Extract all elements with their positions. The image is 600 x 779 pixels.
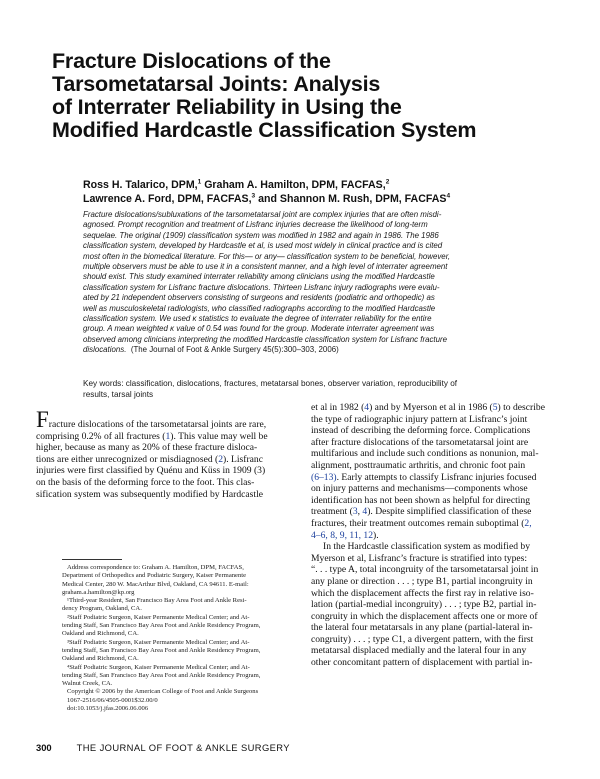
abstract-line: multiple observers must be able to use it in a consistent manner, and a high level of interrater agreement [83, 262, 448, 272]
footnote-divider [62, 559, 122, 560]
footnote-email[interactable]: graham.a.hamilton@kp.org [62, 588, 135, 596]
abstract-line: most often in the biomedical literature. For this— or any— classification system to be beneficial, however, [83, 251, 451, 261]
footnote-line: Oakland and Richmond, CA. [62, 655, 139, 663]
body-line: any plane or direction . . . ; type B1, partial incongruity in [311, 575, 533, 587]
reference-link[interactable]: 4 [362, 506, 368, 518]
keywords-line: Key words: classification, dislocations, fractures, metatarsal bones, observer variation, reproducibility of [83, 379, 458, 388]
footnote-line: dency Program, Oakland, CA. [62, 605, 142, 613]
keywords [83, 379, 563, 400]
body-text: ). Lisfranc [223, 453, 263, 465]
journal-name: THE JOURNAL OF FOOT & ANKLE SURGERY [76, 742, 290, 753]
abstract-line: dislocations. [83, 345, 127, 355]
body-line [311, 402, 573, 414]
reference-link[interactable]: 1 [165, 430, 171, 442]
body-text: racture dislocations of the tarsometatarsal joints are rare, [48, 419, 267, 430]
body-line [311, 472, 573, 484]
body-text: treatment ( [311, 506, 353, 518]
abstract-line: observed among clinicians interpreting the modified Hardcastle classification system for Lisfranc fracture [83, 334, 448, 344]
footnote-line: Address correspondence to: Graham A. Hamilton, DPM, FACFAS, [67, 564, 244, 571]
footnote-line: tending Staff, San Francisco Bay Area Foot and Ankle Residency Program, [62, 646, 261, 654]
body-line [311, 530, 573, 542]
article-title [52, 50, 572, 142]
author-affiliation-mark: 2 [385, 178, 390, 186]
body-line: on injury patterns and mechanisms—components whose [311, 483, 528, 495]
body-line: other concomitant pattern of displacement with partial in- [311, 657, 533, 669]
title-line: of Interrater Reliability in Using the [52, 95, 402, 119]
abstract-line: agnosed. Prompt recognition and treatment of Lisfranc injuries decrease the likelihood of long-term [83, 220, 428, 230]
body-line: In the Hardcastle classification system as modified by [323, 541, 531, 553]
abstract-line: should exist. This study examined interrater reliability among clinicians using the modified Hardcastle [83, 272, 435, 282]
reference-link[interactable]: (6–13) [311, 471, 337, 483]
footnote-line: Walnut Creek, CA. [62, 680, 113, 688]
body-line: sification system was subsequently modified by Hardcastle [36, 488, 264, 500]
body-line: the type of radiographic injury pattern at Lisfranc’s joint [311, 413, 528, 425]
author-affiliation-mark: 3 [251, 192, 256, 200]
body-text: . Early attempts to classify Lisfranc injuries focused [336, 471, 537, 483]
footnotes [62, 564, 302, 713]
reference-link[interactable]: 3 [352, 506, 358, 518]
author-ford: Lawrence A. Ford, DPM, FACFAS, [83, 193, 252, 205]
footnote-line: tending Staff, San Francisco Bay Area Foot and Ankle Residency Program, [62, 622, 261, 630]
author-hamilton: Graham A. Hamilton, DPM, FACFAS, [204, 179, 386, 191]
body-line [311, 518, 573, 530]
body-text: ). [373, 529, 379, 541]
body-line: higher, because as many as 20% of these fracture disloca- [36, 442, 258, 454]
copyright-line: Copyright © 2006 by the American College of Foot and Ankle Surgeons [67, 688, 259, 696]
abstract-line: well as musculoskeletal radiologists, who classified radiographs according to the modified Hardcastle [83, 303, 436, 313]
body-text: ). Despite simplified classification of these [367, 506, 532, 518]
body-text: tions are either unrecognized or misdiagnosed ( [36, 453, 219, 465]
body-line: identification has not been shown as helpful for directing [311, 494, 530, 506]
abstract [83, 210, 563, 356]
doi-line[interactable]: doi:10.1053/j.jfas.2006.06.006 [67, 705, 149, 713]
body-column-right [311, 402, 573, 669]
body-line [36, 407, 296, 432]
body-text: comprising 0.2% of all fractures ( [36, 430, 166, 442]
reference-link[interactable]: 4–6, 8, 9, 11, 12 [311, 529, 374, 541]
body-text: et al in 1982 ( [311, 402, 365, 413]
page-footer [36, 742, 576, 753]
abstract-line: classification system. We used κ statistics to evaluate the degree of interrater reliability for the entire [83, 314, 432, 324]
author-line-1 [83, 178, 563, 192]
body-line: on the basis of the deforming force to the foot. This clas- [36, 476, 255, 488]
abstract-line: group. A mean weighted κ value of 0.54 was found for the group. Moderate interrater agreement was [83, 324, 435, 334]
footnote-line: ⁴Staff Podiatric Surgeon, Kaiser Permanente Medical Center; and At- [67, 663, 250, 671]
abstract-line: classification system for Lisfranc fracture dislocations. Thirteen Lisfranc injury radiographs were evalu- [83, 282, 440, 292]
footnote-line: Department of Orthopedics and Podiatric Surgery, Kaiser Permanente [62, 572, 247, 580]
reference-link[interactable]: 5 [492, 402, 498, 413]
body-line: metatarsal displaced medially and the lateral four in any [311, 645, 527, 657]
author-talarico: Ross H. Talarico, DPM, [83, 179, 198, 191]
body-line: which the displacement affects the first ray in relative iso- [311, 587, 534, 599]
keywords-line: results, tarsal joints [83, 389, 154, 399]
body-column-left [36, 407, 296, 500]
body-line: “. . . type A, total incongruity of the tarsometatarsal joint in [311, 564, 539, 576]
author-affiliation-mark: 4 [446, 192, 451, 200]
body-text: ) to describe [497, 402, 545, 413]
footnote-line: ³Staff Podiatric Surgeon, Kaiser Permanente Medical Center; and At- [67, 638, 250, 646]
author-list [83, 178, 563, 206]
body-line: after fracture dislocations of the tarsometatarsal joint are [311, 436, 529, 448]
body-line: lation (partial-medial incongruity) . . . ; type B2, partial in- [311, 599, 537, 611]
abstract-line: sequelae. The original (1909) classification system was modified in 1982 and again in 1986. The 1986 [83, 230, 439, 240]
body-line: instead of describing the deforming force. Complications [311, 425, 531, 437]
body-text: ) and by Myerson et al in 1986 ( [369, 402, 493, 413]
author-affiliation-mark: 1 [197, 178, 202, 186]
body-line: alignment, posttraumatic arthritis, and chronic foot pain [311, 459, 526, 471]
reference-link[interactable]: 4 [364, 402, 370, 413]
footnote-line: ²Staff Podiatric Surgeon, Kaiser Permanente Medical Center; and At- [67, 613, 250, 621]
body-line: injuries were first classified by Quénu and Küss in 1909 (3) [36, 465, 266, 477]
body-text: ). This value may well be [170, 430, 268, 442]
footnote-line: Medical Center, 280 W. MacArthur Blvd, Oakland, CA 94611. E-mail: [62, 580, 249, 588]
title-line: Fracture Dislocations of the [52, 49, 331, 73]
reference-link[interactable]: 2, [524, 517, 532, 529]
issn-line: 1067-2516/06/4505-0001$32.00/0 [67, 696, 158, 704]
journal-citation: (The Journal of Foot & Ankle Surgery 45(5):300–303, 2006) [130, 345, 339, 355]
body-line [36, 431, 296, 443]
body-line: multifarious and include such conditions as nonunion, mal- [311, 448, 539, 460]
title-line: Tarsometatarsal Joints: Analysis [52, 72, 381, 96]
body-line [311, 506, 573, 518]
drop-cap: F [36, 407, 49, 432]
page-number: 300 [36, 742, 52, 753]
footnote-line: ¹Third-year Resident, San Francisco Bay Area Foot and Ankle Resi- [67, 597, 247, 605]
body-text: fractures, their treatment outcomes remain suboptimal ( [311, 517, 525, 529]
body-line: congruity in which the displacement affects one or more of [311, 610, 538, 622]
footnote-line: tending Staff, San Francisco Bay Area Foot and Ankle Residency Program, [62, 671, 261, 679]
body-line [36, 454, 296, 466]
body-text: , [357, 506, 363, 518]
abstract-line: classification system, developed by Hardcastle et al, is used most widely in clinical practice and is cited [83, 241, 443, 251]
abstract-line: Fracture dislocations/subluxations of the tarsometatarsal joint are complex injuries that are often misdi- [83, 210, 442, 219]
body-line: the lateral four metatarsals in any plane (partial-lateral in- [311, 622, 533, 634]
abstract-last-line [83, 345, 563, 355]
reference-link[interactable]: 2 [218, 453, 224, 465]
author-rush: and Shannon M. Rush, DPM, FACFAS [258, 193, 447, 205]
author-line-2 [83, 192, 563, 206]
abstract-line: ated by 21 independent observers consisting of surgeons and residents (podiatric and orthopedic) as [83, 293, 435, 303]
footnote-line: Oakland and Richmond, CA. [62, 630, 139, 638]
title-line: Modified Hardcastle Classification System [52, 118, 477, 142]
body-line: congruity) . . . ; type C1, a divergent pattern, with the first [311, 633, 534, 645]
body-line: Myerson et al, Lisfranc’s fracture is stratified into types: [311, 552, 528, 564]
